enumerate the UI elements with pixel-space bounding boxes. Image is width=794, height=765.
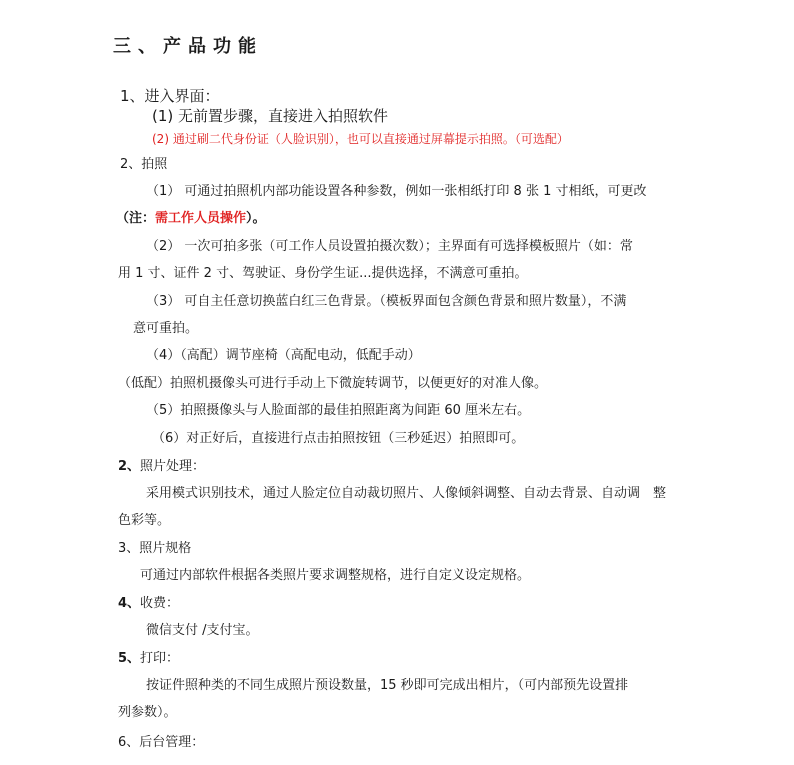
section-4-heading: 3、照片规格: [118, 541, 192, 556]
section-6-heading: [118, 650, 179, 668]
section-2-para-1-line-2: [116, 210, 266, 228]
section-1-heading: 1、进入界面：: [120, 87, 220, 105]
section-2-para-4-line-1: （4）（高配）调节座椅（高配电动，低配手动）: [146, 348, 421, 363]
section-6-title: 打印：: [140, 651, 180, 666]
section-3-title: 照片处理：: [140, 459, 206, 474]
section-2-para-1-line-1: （1） 可通过拍照机内部功能设置各种参数，例如一张相纸打印 8 张 1 寸相纸，可更改: [146, 184, 647, 199]
section-5-number: 4、: [118, 596, 141, 611]
section-2-para-3-line-2: 意可重拍。: [133, 321, 199, 336]
section-5-heading: [118, 595, 179, 613]
section-2-heading: 2、拍照: [120, 157, 168, 172]
section-2-para-4-line-2: （低配）拍照机摄像头可进行手动上下微旋转调节，以便更好的对准人像。: [118, 376, 548, 391]
section-5-para: 微信支付 /支付宝。: [146, 623, 259, 638]
section-3-para-line-1: 采用模式识别技术，通过人脸定位自动裁切照片、人像倾斜调整、自动去背景、自动调 整: [146, 486, 667, 501]
section-2-para-3-line-1: （3） 可自主任意切换蓝白红三色背景。（模板界面包含颜色背景和照片数量），不满: [146, 294, 627, 309]
section-1-line-2: (2) 通过刷二代身份证（人脸识别），也可以直接通过屏幕提示拍照。（可选配）: [152, 132, 569, 146]
section-6-para-line-1: 按证件照种类的不同生成照片预设数量，15 秒即可完成出相片，（可内部预先设置排: [146, 678, 629, 693]
note-suffix: ）。: [246, 211, 266, 226]
section-2-para-5: （5）拍照摄像头与人脸面部的最佳拍照距离为间距 60 厘米左右。: [146, 403, 531, 418]
section-2-para-2-line-2: 用 1 寸、证件 2 寸、驾驶证、身份学生证...提供选择，不满意可重拍。: [118, 266, 528, 281]
section-5-title: 收费：: [140, 596, 180, 611]
section-title: 三、产品功能: [113, 36, 263, 57]
section-3-para-line-2: 色彩等。: [118, 513, 171, 528]
note-staff-only: 需工作人员操作: [155, 211, 247, 226]
note-prefix: （注：: [116, 211, 156, 226]
section-2-para-2-line-1: （2） 一次可拍多张（可工作人员设置拍摄次数）；主界面有可选择模板照片（如：常: [146, 239, 633, 254]
section-2-para-6: （6）对正好后，直接进行点击拍照按钮（三秒延迟）拍照即可。: [152, 431, 525, 446]
section-4-para: 可通过内部软件根据各类照片要求调整规格，进行自定义设定规格。: [140, 568, 531, 583]
section-3-heading: [118, 458, 205, 476]
section-7-heading: 6、后台管理：: [118, 735, 205, 750]
section-6-para-line-2: 列参数）。: [118, 705, 177, 720]
section-3-number: 2、: [118, 459, 141, 474]
section-6-number: 5、: [118, 651, 141, 666]
section-1-line-1: (1) 无前置步骤，直接进入拍照软件: [152, 107, 389, 125]
